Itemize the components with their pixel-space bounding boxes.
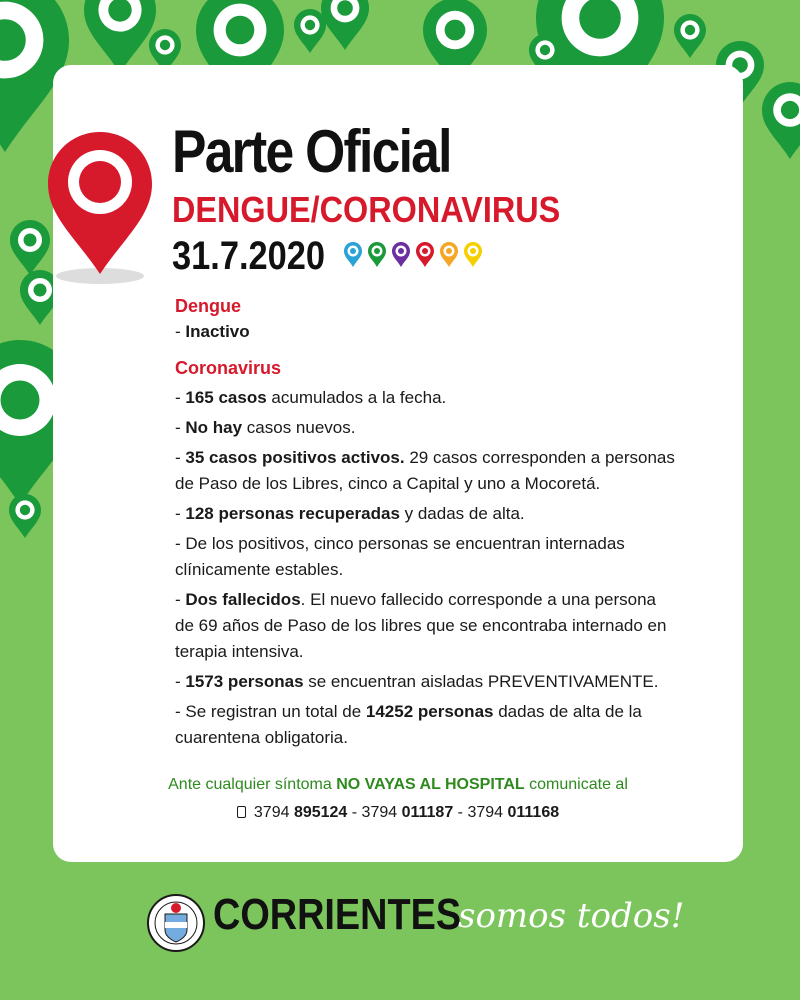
list-item-continued: de 69 años de Paso de los libres que se encontraba internado en [175,616,667,635]
list-item: - Se registran un total de 14252 personas dadas de alta de la [175,702,642,721]
page-subtitle: DENGUE/CORONAVIRUS [172,189,561,230]
phone-number-2: 3794 011187 [361,804,454,821]
list-item: - No hay casos nuevos. [175,418,356,437]
map-pin-icon [44,128,156,288]
list-item-continued: de Paso de los Libres, cinco a Capital y uno a Mocoretá. [175,474,601,493]
mini-pin-icon [439,241,459,269]
list-item: - 128 personas recuperadas y dadas de alta. [175,504,525,523]
phone-icon [237,806,246,818]
list-item: - 1573 personas se encuentran aisladas PREVENTIVAMENTE. [175,672,659,691]
dengue-status: - Inactivo [175,322,250,341]
list-item: - De los positivos, cinco personas se encuentran internadas [175,534,625,553]
list-item-continued: clínicamente estables. [175,560,344,579]
brand-name: CORRIENTES [213,890,462,939]
brand-tagline: somos todos! [458,896,685,936]
list-item: - 165 casos acumulados a la fecha. [175,388,447,407]
list-item-continued: terapia intensiva. [175,642,304,661]
report-date: 31.7.2020 [172,234,326,278]
list-item-continued: cuarentena obligatoria. [175,728,348,747]
list-item: - Dos fallecidos. El nuevo fallecido corresponde a una persona [175,590,657,609]
provincial-seal-logo [146,888,206,958]
mini-pin-icon [391,241,411,269]
phone-numbers: 3794 895124 - 3794 011187 - 3794 011168 [53,804,743,822]
dengue-heading: Dengue [175,296,242,316]
hospital-notice: Ante cualquier síntoma NO VAYAS AL HOSPITAL comunicate al [168,776,628,793]
mini-pin-icon [343,241,363,269]
mini-pin-icon [463,241,483,269]
page-title: Parte Oficial [172,118,451,185]
mini-pin-icon [367,241,387,269]
report-content [175,293,675,751]
list-item: - 35 casos positivos activos. 29 casos corresponden a personas [175,448,675,467]
phone-number-1: 3794 895124 [253,804,348,821]
colored-pins-row [343,241,483,269]
coronavirus-list [175,385,675,751]
phone-number-3: 3794 011168 [467,804,560,821]
coronavirus-heading: Coronavirus [175,358,282,378]
mini-pin-icon [415,241,435,269]
